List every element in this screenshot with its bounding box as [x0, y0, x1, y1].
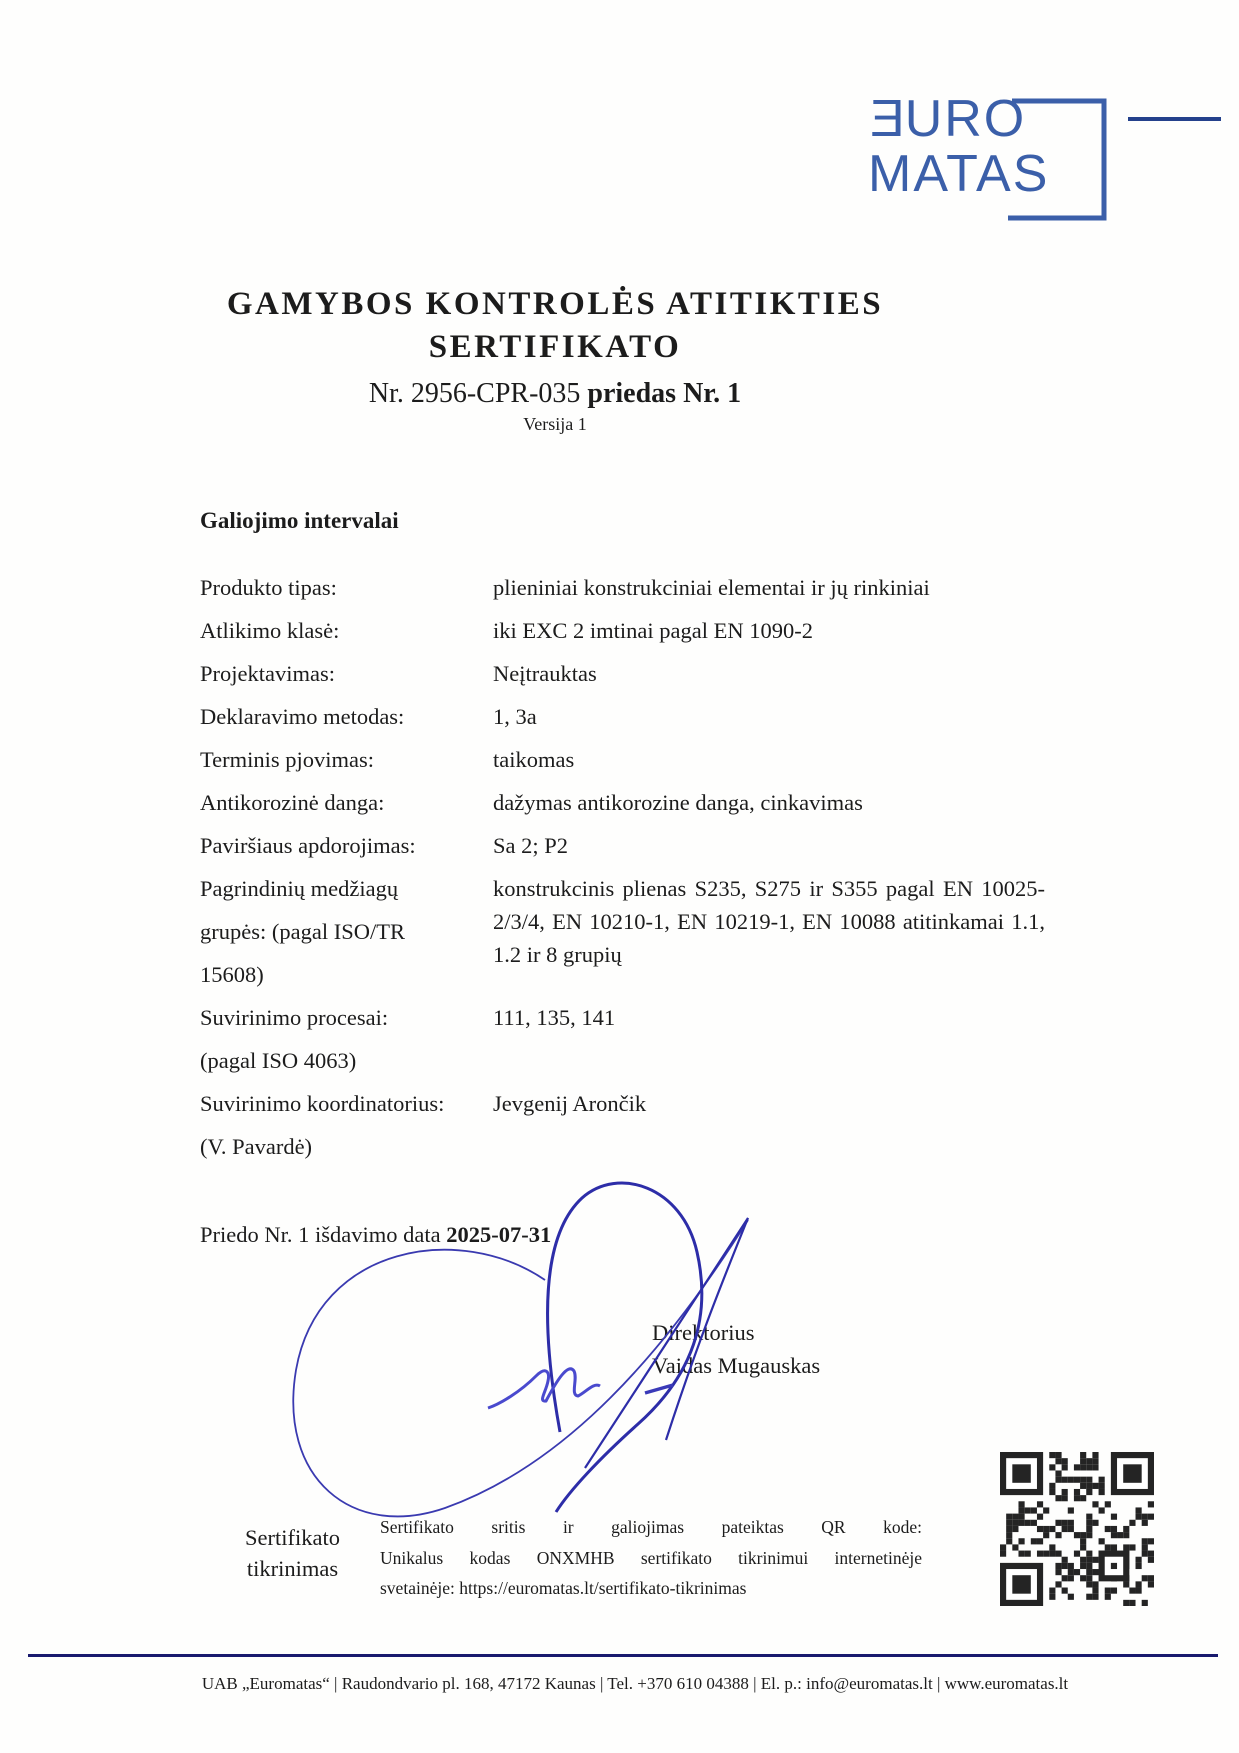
logo-top-rule — [1128, 117, 1221, 121]
certificate-number-normal: Nr. 2956-CPR-035 — [368, 378, 588, 409]
section-heading: Galiojimo intervalai — [200, 508, 399, 533]
footer-contact-text: UAB „Euromatas“ | Raudondvario pl. 168, 47172 Kaunas | Tel. +370 610 04388 | El. p.: info@euromatas.lt | www.euromatas.lt — [201, 1674, 1069, 1693]
field-label: Projektavimas: — [200, 661, 335, 686]
verification-label-line2: tikrinimas — [246, 1556, 339, 1581]
field-value: 111, 135, 141 — [493, 1005, 616, 1030]
field-label: Suvirinimo koordinatorius: (V. Pavardė) — [200, 1091, 445, 1159]
verification-label-line1: Sertifikato — [245, 1525, 340, 1550]
field-label: Terminis pjovimas: — [200, 747, 375, 772]
page-title-line1: GAMYBOS KONTROLĖS ATITIKTIES — [226, 286, 884, 322]
field-row — [200, 781, 1045, 824]
field-row — [200, 867, 1045, 996]
signatory-title: Direktorius — [652, 1320, 755, 1345]
field-value: Neįtrauktas — [493, 661, 597, 686]
verification-paragraph: Sertifikato sritis ir galiojimas pateiktas QR kode: Unikalus kodas ONXMHB sertifikato tikrinimui internetinėje svetainėje: https://euromatas.lt/sertifikato-tikrinimas — [380, 1517, 922, 1598]
verification-label — [200, 1522, 385, 1584]
footer-rule — [28, 1654, 1218, 1657]
field-value: konstrukcinis plienas S235, S275 ir S355 pagal EN 10025- 2/3/4, EN 10210-1, EN 10219-1, EN 10088 atitinkamai 1.1, 1.2 ir 8 grupių — [493, 876, 1045, 967]
field-value: 1, 3a — [493, 704, 537, 729]
signatory-name: Vaidas Mugauskas — [652, 1353, 821, 1378]
field-value: Sa 2; P2 — [493, 833, 569, 858]
validity-fields-table — [200, 566, 1045, 1168]
field-row — [200, 652, 1045, 695]
certificate-number — [60, 376, 1050, 412]
field-value: taikomas — [493, 747, 575, 772]
field-row — [200, 738, 1045, 781]
title-block — [60, 283, 1050, 436]
euromatas-logo — [868, 92, 1049, 202]
qr-code — [1000, 1452, 1154, 1606]
issue-date-value: 2025-07-31 — [446, 1222, 552, 1247]
field-label: Antikorozinė danga: — [200, 790, 385, 815]
field-value: plieniniai konstrukciniai elementai ir jų rinkiniai — [493, 575, 930, 600]
issue-date-label: Priedo Nr. 1 išdavimo data — [200, 1222, 447, 1247]
field-label: Produkto tipas: — [200, 575, 337, 600]
field-row — [200, 1082, 1045, 1168]
logo-word-euro: EURO — [868, 90, 1027, 148]
field-label: Pagrindinių medžiagų grupės: (pagal ISO/TR 15608) — [200, 876, 405, 987]
page-title-line2: SERTIFIKATO — [428, 329, 682, 365]
field-row — [200, 609, 1045, 652]
logo-word-matas: MATAS — [868, 145, 1050, 203]
field-label: Suvirinimo procesai: (pagal ISO 4063) — [200, 1005, 389, 1073]
field-value: iki EXC 2 imtinai pagal EN 1090-2 — [493, 618, 813, 643]
field-row — [200, 996, 1045, 1082]
logo-bracket-icon — [0, 0, 1239, 300]
signatory-block — [652, 1316, 820, 1382]
field-value: dažymas antikorozine danga, cinkavimas — [493, 790, 863, 815]
issue-date-line — [200, 1222, 551, 1248]
field-label: Paviršiaus apdorojimas: — [200, 833, 416, 858]
field-row — [200, 695, 1045, 738]
field-label: Atlikimo klasė: — [200, 618, 340, 643]
field-row — [200, 566, 1045, 609]
field-value: Jevgenij Arončik — [493, 1091, 647, 1116]
field-row — [200, 824, 1045, 867]
certificate-number-bold: priedas Nr. 1 — [587, 378, 742, 409]
logo-mirrored-e: E — [868, 90, 905, 148]
certificate-version: Versija 1 — [523, 414, 587, 434]
field-label: Deklaravimo metodas: — [200, 704, 405, 729]
